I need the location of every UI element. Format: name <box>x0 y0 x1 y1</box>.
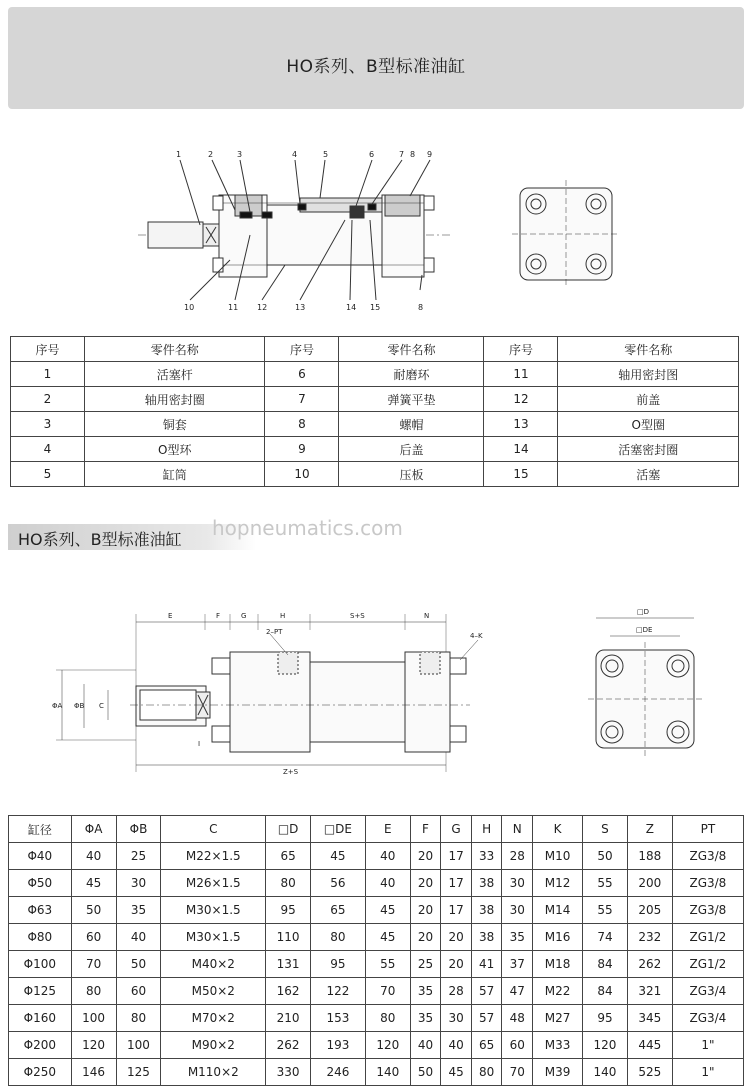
header-cell: H <box>471 816 502 843</box>
table-cell: 35 <box>410 1005 441 1032</box>
dim-label-k: 4–K <box>470 632 483 640</box>
header-cell: 零件名称 <box>339 337 484 362</box>
callout-label: 6 <box>369 150 375 159</box>
table-cell: 轴用密封圈 <box>85 387 265 412</box>
header-cell: □DE <box>311 816 366 843</box>
dim-label-g: G <box>241 612 247 620</box>
table-cell: Φ200 <box>9 1032 72 1059</box>
table-cell: 35 <box>502 924 533 951</box>
table-cell: 后盖 <box>339 437 484 462</box>
callout-label: 11 <box>228 303 239 312</box>
table-cell: 40 <box>71 843 116 870</box>
header-cell: G <box>441 816 472 843</box>
table-cell: 45 <box>365 924 410 951</box>
table-cell: 1" <box>672 1059 743 1086</box>
table-cell: 80 <box>116 1005 161 1032</box>
table-cell: 11 <box>484 362 558 387</box>
table-cell: 20 <box>410 924 441 951</box>
table-cell: 活塞 <box>558 462 739 487</box>
header-cell: N <box>502 816 533 843</box>
header-cell: 零件名称 <box>558 337 739 362</box>
table-row <box>9 1059 744 1086</box>
table-cell: 193 <box>311 1032 366 1059</box>
callout-label: 2 <box>208 150 214 159</box>
table-cell: 120 <box>365 1032 410 1059</box>
table-cell: 246 <box>311 1059 366 1086</box>
table-cell: 1" <box>672 1032 743 1059</box>
table-cell: 活塞密封圈 <box>558 437 739 462</box>
table-cell: 35 <box>116 897 161 924</box>
table-cell: 活塞杆 <box>85 362 265 387</box>
table-cell: M22×1.5 <box>161 843 266 870</box>
table-cell: 15 <box>484 462 558 487</box>
table-row <box>9 924 744 951</box>
table-cell: 153 <box>311 1005 366 1032</box>
table-row <box>9 1005 744 1032</box>
table-cell: 45 <box>311 843 366 870</box>
callout-label: 3 <box>237 150 243 159</box>
table-cell: Φ50 <box>9 870 72 897</box>
dim-label-pt: 2–PT <box>266 628 283 636</box>
table-cell: Φ250 <box>9 1059 72 1086</box>
table-cell: M10 <box>533 843 583 870</box>
table-cell: 80 <box>365 1005 410 1032</box>
table-cell: 38 <box>471 924 502 951</box>
table-cell: 30 <box>441 1005 472 1032</box>
header-cell: 序号 <box>484 337 558 362</box>
header-banner <box>8 7 744 109</box>
header-cell: F <box>410 816 441 843</box>
table-cell: 65 <box>471 1032 502 1059</box>
table-cell: 30 <box>116 870 161 897</box>
table-cell: 80 <box>71 978 116 1005</box>
table-cell: 345 <box>627 1005 672 1032</box>
table-cell: 55 <box>583 870 628 897</box>
table-cell: M26×1.5 <box>161 870 266 897</box>
table-cell: M50×2 <box>161 978 266 1005</box>
table-row <box>11 387 739 412</box>
table-cell: 38 <box>471 897 502 924</box>
table-cell: 47 <box>502 978 533 1005</box>
header-cell: S <box>583 816 628 843</box>
table-header-row <box>11 337 739 362</box>
table-cell: ZG1/2 <box>672 951 743 978</box>
table-cell: ZG3/4 <box>672 978 743 1005</box>
table-cell: 95 <box>583 1005 628 1032</box>
table-cell: 330 <box>266 1059 311 1086</box>
dim-label-d: □D <box>637 608 650 616</box>
page-title: HO系列、B型标准油缸 <box>286 57 466 77</box>
table-cell: Φ40 <box>9 843 72 870</box>
table-cell: 17 <box>441 843 472 870</box>
table-cell: 螺帽 <box>339 412 484 437</box>
table-cell: 8 <box>265 412 339 437</box>
dim-label-ss: S+S <box>350 612 365 620</box>
table-cell: 9 <box>265 437 339 462</box>
header-cell: 序号 <box>11 337 85 362</box>
header-cell: 缸径 <box>9 816 72 843</box>
table-cell: 45 <box>365 897 410 924</box>
table-cell: M70×2 <box>161 1005 266 1032</box>
callout-label: 14 <box>346 303 357 312</box>
table-cell: 262 <box>266 1032 311 1059</box>
table-cell: 232 <box>627 924 672 951</box>
dim-label-b: ΦB <box>74 702 85 710</box>
table-cell: 70 <box>502 1059 533 1086</box>
table-cell: 17 <box>441 897 472 924</box>
table-cell: 70 <box>71 951 116 978</box>
table-cell: 40 <box>365 870 410 897</box>
table-cell: 57 <box>471 978 502 1005</box>
dim-label-h: H <box>280 612 286 620</box>
table-cell: 188 <box>627 843 672 870</box>
callout-label: 10 <box>184 303 195 312</box>
table-row <box>11 362 739 387</box>
table-cell: 262 <box>627 951 672 978</box>
dim-label-n: N <box>424 612 430 620</box>
table-row <box>9 951 744 978</box>
table-cell: 铜套 <box>85 412 265 437</box>
table-cell: 50 <box>583 843 628 870</box>
table-cell: 95 <box>266 897 311 924</box>
table-cell: ZG3/4 <box>672 1005 743 1032</box>
table-cell: 146 <box>71 1059 116 1086</box>
table-header-row <box>9 816 744 843</box>
table-cell: 50 <box>410 1059 441 1086</box>
dim-label-i: I <box>198 740 201 748</box>
table-cell: 28 <box>441 978 472 1005</box>
table-cell: Φ100 <box>9 951 72 978</box>
table-cell: 7 <box>265 387 339 412</box>
table-cell: Φ125 <box>9 978 72 1005</box>
table-cell: 25 <box>410 951 441 978</box>
end-view-1 <box>512 180 620 288</box>
table-cell: 17 <box>441 870 472 897</box>
table-cell: 50 <box>71 897 116 924</box>
dim-label-f: F <box>216 612 221 620</box>
header-cell: PT <box>672 816 743 843</box>
table-cell: M39 <box>533 1059 583 1086</box>
table-cell: 25 <box>116 843 161 870</box>
dim-label-de: □DE <box>636 626 653 634</box>
table-cell: 40 <box>410 1032 441 1059</box>
table-row <box>9 870 744 897</box>
dimension-diagram <box>0 600 750 780</box>
table-cell: 20 <box>410 843 441 870</box>
table-cell: 20 <box>410 870 441 897</box>
table-cell: ZG3/8 <box>672 843 743 870</box>
cylinder-section-diagram <box>0 140 750 320</box>
table-cell: 84 <box>583 978 628 1005</box>
table-cell: 60 <box>502 1032 533 1059</box>
table-cell: 125 <box>116 1059 161 1086</box>
table-cell: 120 <box>71 1032 116 1059</box>
dimensions-table <box>8 815 744 1086</box>
callout-label: 13 <box>295 303 306 312</box>
header-cell: C <box>161 816 266 843</box>
table-cell: 120 <box>583 1032 628 1059</box>
header-cell: K <box>533 816 583 843</box>
table-cell: 缸筒 <box>85 462 265 487</box>
header-cell: E <box>365 816 410 843</box>
table-cell: 3 <box>11 412 85 437</box>
table-cell: 40 <box>365 843 410 870</box>
callout-label: 9 <box>427 150 433 159</box>
table-cell: 140 <box>365 1059 410 1086</box>
table-cell: M14 <box>533 897 583 924</box>
table-cell: 80 <box>311 924 366 951</box>
table-cell: 65 <box>311 897 366 924</box>
table-cell: 56 <box>311 870 366 897</box>
table-cell: 40 <box>441 1032 472 1059</box>
table-cell: 80 <box>471 1059 502 1086</box>
table-cell: 140 <box>583 1059 628 1086</box>
table-cell: 70 <box>365 978 410 1005</box>
table-cell: 84 <box>583 951 628 978</box>
table-cell: 28 <box>502 843 533 870</box>
table-cell: 205 <box>627 897 672 924</box>
table-row <box>11 462 739 487</box>
parts-table <box>10 336 739 487</box>
table-cell: O型圈 <box>558 412 739 437</box>
dim-label-c: C <box>99 702 104 710</box>
watermark-text: hopneumatics.com <box>212 516 403 540</box>
table-cell: 122 <box>311 978 366 1005</box>
table-row <box>11 437 739 462</box>
table-cell: 110 <box>266 924 311 951</box>
table-cell: Φ160 <box>9 1005 72 1032</box>
table-cell: 45 <box>71 870 116 897</box>
table-row <box>11 412 739 437</box>
table-cell: 1 <box>11 362 85 387</box>
table-cell: ZG3/8 <box>672 870 743 897</box>
table-cell: 14 <box>484 437 558 462</box>
table-cell: 80 <box>266 870 311 897</box>
table-cell: 74 <box>583 924 628 951</box>
table-cell: 445 <box>627 1032 672 1059</box>
table-cell: 30 <box>502 870 533 897</box>
table-row <box>9 1032 744 1059</box>
table-cell: M18 <box>533 951 583 978</box>
table-cell: 131 <box>266 951 311 978</box>
table-cell: M16 <box>533 924 583 951</box>
dim-label-a: ΦA <box>52 702 63 710</box>
table-cell: 13 <box>484 412 558 437</box>
table-row <box>9 843 744 870</box>
table-cell: M90×2 <box>161 1032 266 1059</box>
table-cell: 321 <box>627 978 672 1005</box>
table-cell: M110×2 <box>161 1059 266 1086</box>
table-cell: 50 <box>116 951 161 978</box>
header-cell: Z <box>627 816 672 843</box>
callout-label: 12 <box>257 303 268 312</box>
callout-label: 4 <box>292 150 298 159</box>
table-cell: 20 <box>441 951 472 978</box>
table-cell: 弹簧平垫 <box>339 387 484 412</box>
callout-label: 7 <box>399 150 405 159</box>
table-cell: 40 <box>116 924 161 951</box>
callout-label: 1 <box>176 150 182 159</box>
callout-label: 15 <box>370 303 381 312</box>
table-cell: 10 <box>265 462 339 487</box>
table-cell: M27 <box>533 1005 583 1032</box>
table-cell: 30 <box>502 897 533 924</box>
table-row <box>9 978 744 1005</box>
table-cell: 48 <box>502 1005 533 1032</box>
table-cell: 6 <box>265 362 339 387</box>
callout-label: 8 <box>418 303 424 312</box>
table-cell: 45 <box>441 1059 472 1086</box>
table-cell: M30×1.5 <box>161 897 266 924</box>
table-cell: 35 <box>410 978 441 1005</box>
table-cell: 12 <box>484 387 558 412</box>
table-cell: M22 <box>533 978 583 1005</box>
table-cell: 33 <box>471 843 502 870</box>
dim-label-zs: Z+S <box>283 768 299 776</box>
header-cell: ΦA <box>71 816 116 843</box>
table-cell: M33 <box>533 1032 583 1059</box>
header-cell: 零件名称 <box>85 337 265 362</box>
table-cell: 38 <box>471 870 502 897</box>
table-cell: 37 <box>502 951 533 978</box>
table-cell: M12 <box>533 870 583 897</box>
table-cell: 压板 <box>339 462 484 487</box>
table-cell: 95 <box>311 951 366 978</box>
table-cell: 耐磨环 <box>339 362 484 387</box>
table-cell: M40×2 <box>161 951 266 978</box>
table-cell: 41 <box>471 951 502 978</box>
table-cell: 100 <box>116 1032 161 1059</box>
table-cell: 60 <box>71 924 116 951</box>
table-cell: 57 <box>471 1005 502 1032</box>
table-cell: 20 <box>441 924 472 951</box>
table-cell: 4 <box>11 437 85 462</box>
table-cell: 前盖 <box>558 387 739 412</box>
dim-label-e: E <box>168 612 173 620</box>
section-title: HO系列、B型标准油缸 <box>18 530 182 549</box>
header-cell: ΦB <box>116 816 161 843</box>
table-cell: 525 <box>627 1059 672 1086</box>
table-cell: 65 <box>266 843 311 870</box>
table-cell: 162 <box>266 978 311 1005</box>
header-cell: □D <box>266 816 311 843</box>
callout-label: 8 <box>410 150 416 159</box>
table-cell: ZG3/8 <box>672 897 743 924</box>
table-cell: 55 <box>583 897 628 924</box>
table-cell: O型环 <box>85 437 265 462</box>
table-row <box>9 897 744 924</box>
table-cell: 210 <box>266 1005 311 1032</box>
table-cell: 55 <box>365 951 410 978</box>
table-cell: 100 <box>71 1005 116 1032</box>
table-cell: 2 <box>11 387 85 412</box>
table-cell: 轴用密封图 <box>558 362 739 387</box>
table-cell: 5 <box>11 462 85 487</box>
table-cell: Φ63 <box>9 897 72 924</box>
header-cell: 序号 <box>265 337 339 362</box>
table-cell: ZG1/2 <box>672 924 743 951</box>
table-cell: 20 <box>410 897 441 924</box>
table-cell: M30×1.5 <box>161 924 266 951</box>
table-cell: Φ80 <box>9 924 72 951</box>
callout-label: 5 <box>323 150 329 159</box>
end-view-2 <box>588 618 702 756</box>
table-cell: 200 <box>627 870 672 897</box>
table-cell: 60 <box>116 978 161 1005</box>
